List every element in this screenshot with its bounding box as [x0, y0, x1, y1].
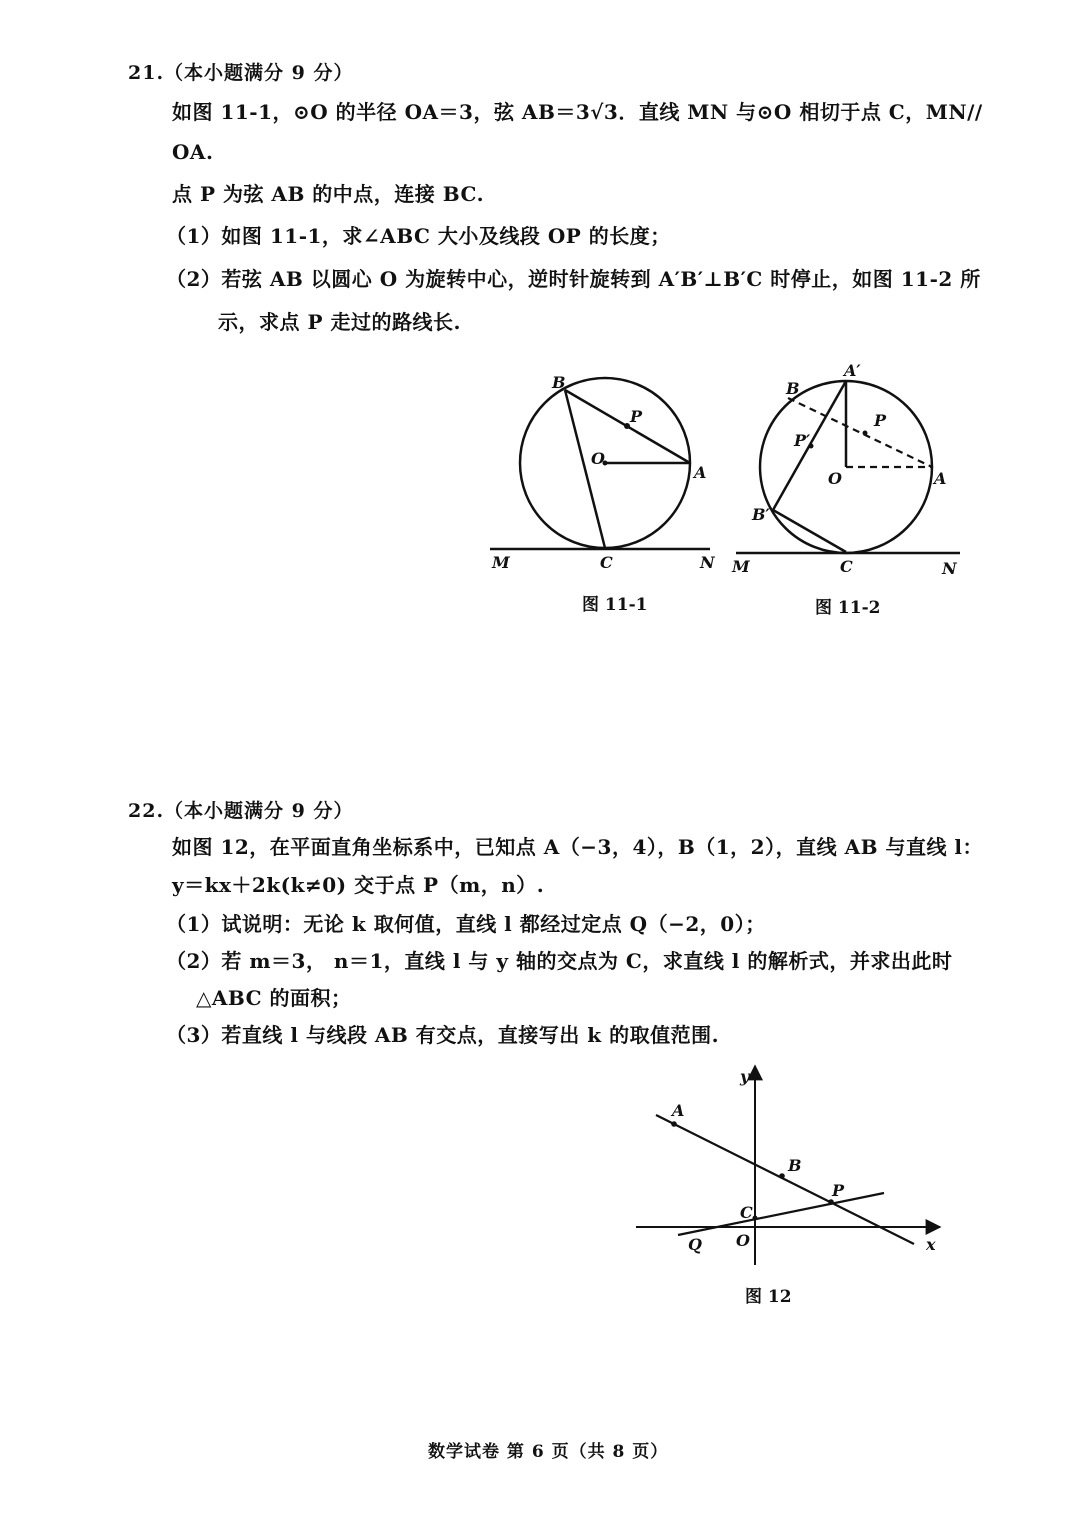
- point-a: [671, 1121, 677, 1127]
- label-a-12: A: [672, 1101, 685, 1120]
- label-c: C: [600, 553, 613, 572]
- label-c-12: C: [740, 1203, 753, 1222]
- label-b-12: B: [788, 1156, 802, 1175]
- q21-line3: 点 P 为弦 AB 的中点，连接 BC.: [172, 182, 485, 206]
- label-o-12: O: [736, 1231, 750, 1250]
- q21-line2: OA.: [172, 140, 214, 164]
- label-b: B: [552, 373, 566, 392]
- q21-part2a: （2）若弦 AB 以圆心 O 为旋转中心，逆时针旋转到 A′B′⊥B′C 时停止，如图 11-2 所: [166, 267, 981, 291]
- page-footer: 数学试卷 第 6 页（共 8 页）: [428, 1442, 669, 1462]
- figure-12: [628, 1060, 958, 1275]
- label-x: x: [926, 1235, 936, 1254]
- label-a: A: [694, 463, 707, 482]
- label-q: Q: [688, 1235, 702, 1254]
- label-p: P: [630, 407, 643, 426]
- point-p-2: [863, 431, 868, 436]
- label-c-2: C: [840, 557, 853, 576]
- point-b: [779, 1173, 785, 1179]
- label-y: y: [740, 1067, 750, 1086]
- figure-11-2-caption: 图 11-2: [815, 598, 881, 618]
- figure-11-1-caption: 图 11-1: [582, 595, 648, 615]
- label-p-12: P: [832, 1181, 845, 1200]
- q22-line1: 如图 12，在平面直角坐标系中，已知点 A（−3，4），B（1，2），直线 AB 与直线 l：: [172, 835, 984, 859]
- label-o-2: O: [828, 469, 842, 488]
- label-b-2: B: [786, 379, 800, 398]
- figure-11-2: [728, 360, 968, 585]
- label-b-prime: B′: [752, 505, 770, 524]
- label-a-2: A: [934, 469, 947, 488]
- label-m: M: [492, 553, 510, 572]
- q22-part2b: △ABC 的面积；: [196, 986, 352, 1010]
- figure-11-1: [480, 360, 730, 580]
- figure-12-caption: 图 12: [745, 1287, 792, 1307]
- label-o: O: [591, 449, 605, 468]
- q21-part2b: 示，求点 P 走过的路线长.: [218, 310, 461, 334]
- q21-part1: （1）如图 11-1，求∠ABC 大小及线段 OP 的长度；: [166, 224, 671, 248]
- label-p-2: P: [874, 411, 887, 430]
- q22-line2: y＝kx＋2k(k≠0) 交于点 P（m，n）.: [172, 873, 545, 897]
- point-c: [753, 1216, 758, 1221]
- q22-part3: （3）若直线 l 与线段 AB 有交点，直接写出 k 的取值范围.: [166, 1023, 720, 1047]
- label-n: N: [700, 553, 715, 572]
- line-ab: [656, 1115, 914, 1244]
- segment-bc: [565, 390, 605, 548]
- label-n-2: N: [942, 559, 957, 578]
- q21-line1: 如图 11-1，⊙O 的半径 OA＝3，弦 AB＝3√3．直线 MN 与⊙O 相切于点 C，MN//: [172, 100, 983, 124]
- label-a-prime: A′: [844, 361, 861, 380]
- label-p-prime: P′: [794, 431, 811, 450]
- q22-part1: （1）试说明：无论 k 取何值，直线 l 都经过定点 Q（−2，0）；: [166, 912, 766, 936]
- q22-part2a: （2）若 m＝3， n＝1，直线 l 与 y 轴的交点为 C，求直线 l 的解析式，并求出此时: [166, 949, 953, 973]
- point-p-12: [828, 1199, 834, 1205]
- label-m-2: M: [732, 557, 750, 576]
- q21-header: 21.（本小题满分 9 分）: [128, 62, 354, 84]
- q22-header: 22.（本小题满分 9 分）: [128, 800, 354, 822]
